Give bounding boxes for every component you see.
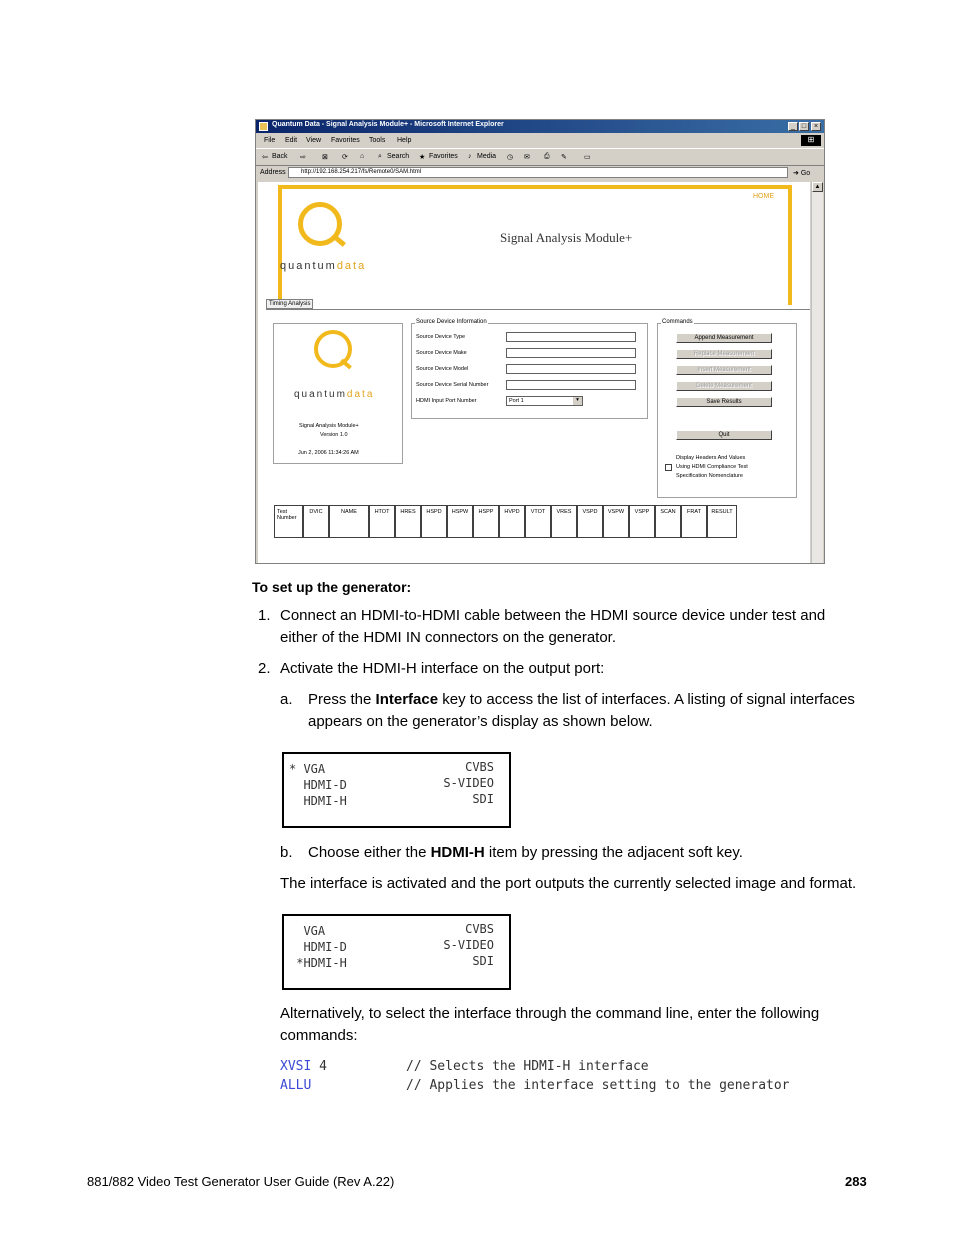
address-bar	[256, 166, 824, 180]
step-1-number: 1.	[258, 607, 271, 624]
delete-measurement-button[interactable]: Delete Measurement	[676, 381, 772, 391]
windows-logo-icon: ⊞	[801, 135, 821, 146]
display-headers-checkbox[interactable]	[665, 464, 672, 471]
back-button[interactable]: Back	[272, 153, 288, 160]
column-header: VSPD	[577, 505, 603, 538]
display-2-left-2: HDMI-D	[289, 940, 347, 954]
code-command: ALLU	[280, 1078, 312, 1093]
source-device-make-input[interactable]	[506, 348, 636, 358]
edit-icon[interactable]: ✎	[561, 154, 567, 161]
menu-view[interactable]: View	[306, 137, 322, 144]
timestamp: Jun 2, 2006 11:34:26 AM	[298, 450, 359, 456]
source-device-type-label: Source Device Type	[416, 334, 466, 340]
step-1-text-line1: Connect an HDMI-to-HDMI cable between the HDMI source device under test and	[280, 607, 826, 624]
display-2-right-2: S-VIDEO	[443, 938, 494, 952]
substep-a-label: a.	[280, 691, 293, 708]
hdmi-port-label: HDMI Input Port Number	[416, 398, 477, 404]
commands-legend: Commands	[662, 319, 693, 325]
checkbox-label-line3: Specification Nomenclature	[676, 473, 743, 479]
home-link[interactable]: HOME	[753, 193, 774, 200]
close-icon[interactable]: ×	[811, 122, 821, 131]
chevron-down-icon[interactable]: ▾	[573, 397, 582, 405]
column-header: HRES	[395, 505, 421, 538]
source-device-make-label: Source Device Make	[416, 350, 467, 356]
step-1-text-line2: either of the HDMI IN connectors on the generator.	[280, 629, 617, 646]
code-line-1	[280, 1059, 327, 1074]
page-title: Signal Analysis Module+	[500, 230, 633, 245]
code-command: XVSI	[280, 1059, 312, 1074]
column-header: VSPW	[603, 505, 629, 538]
tab-divider	[266, 309, 810, 310]
save-results-button[interactable]: Save Results	[676, 397, 772, 407]
hdmi-port-select[interactable]	[506, 396, 583, 406]
alternative-text-line2: commands:	[280, 1027, 358, 1044]
source-device-serial-label: Source Device Serial Number	[416, 382, 489, 388]
column-header: RESULT	[707, 505, 737, 538]
menu-help[interactable]: Help	[397, 137, 412, 144]
column-header: VSPP	[629, 505, 655, 538]
menu-edit[interactable]: Edit	[285, 137, 298, 144]
column-header: VTOT	[525, 505, 551, 538]
column-header: Test Number	[274, 505, 303, 538]
code-argument: 4	[311, 1059, 327, 1074]
alternative-text-line1: Alternatively, to select the interface through the command line, enter the following	[280, 1005, 820, 1022]
source-device-panel	[411, 319, 648, 419]
address-value: http://192.168.254.217/fs/Remote0/SAM.html	[301, 169, 422, 175]
history-icon[interactable]: ◷	[507, 154, 514, 161]
media-button[interactable]: Media	[477, 153, 497, 160]
substep-b-text: Choose either the HDMI-H item by pressing the adjacent soft key.	[308, 844, 743, 861]
minimize-icon[interactable]: _	[788, 122, 798, 131]
stop-icon[interactable]: ⊠	[322, 154, 328, 161]
source-device-legend: Source Device Information	[416, 319, 487, 325]
maximize-icon[interactable]: □	[799, 122, 809, 131]
column-header: FRAT	[681, 505, 707, 538]
column-header: HSPD	[421, 505, 447, 538]
hdmi-h-item-name: HDMI-H	[430, 844, 485, 861]
browser-screenshot	[255, 119, 825, 564]
column-header: DVIC	[303, 505, 329, 538]
step-2-number: 2.	[258, 660, 271, 677]
display-1-right-2: S-VIDEO	[443, 776, 494, 790]
menu-tools[interactable]: Tools	[369, 137, 386, 144]
display-2-left-1: VGA	[289, 924, 326, 938]
display-2-left-3: *HDMI-H	[289, 956, 347, 970]
page-number: 283	[845, 1174, 867, 1189]
source-device-serial-input[interactable]	[506, 380, 636, 390]
ie-icon	[259, 122, 268, 131]
panel-brand-name: quantumdata	[294, 389, 375, 400]
vertical-scrollbar[interactable]	[811, 182, 823, 563]
section-heading: To set up the generator:	[252, 579, 412, 595]
address-label: Address	[260, 169, 286, 176]
commands-panel	[657, 319, 797, 498]
generator-display-2	[282, 914, 511, 990]
discuss-icon[interactable]: ▭	[584, 154, 591, 161]
step-2-text: Activate the HDMI-H interface on the output port:	[280, 660, 605, 677]
refresh-icon[interactable]: ⟳	[342, 154, 348, 161]
source-device-model-label: Source Device Model	[416, 366, 469, 372]
substep-b-label: b.	[280, 844, 293, 861]
footer-title: 881/882 Video Test Generator User Guide (Rev A.22)	[87, 1174, 395, 1189]
search-icon[interactable]: ⌕	[378, 153, 382, 160]
insert-measurement-button[interactable]: Insert Measurement	[676, 365, 772, 375]
display-1-left-2: HDMI-D	[289, 778, 347, 792]
media-icon[interactable]: ♪	[468, 153, 472, 160]
brand-name: quantumdata	[280, 260, 367, 272]
window-title-bar	[256, 120, 824, 133]
tab-timing-analysis[interactable]: Timing Analysis	[266, 299, 313, 309]
substep-a-line2: appears on the generator’s display as shown below.	[308, 713, 653, 730]
display-1-left-3: HDMI-H	[289, 794, 347, 808]
source-device-type-input[interactable]	[506, 332, 636, 342]
display-1-left-1: * VGA	[289, 762, 326, 776]
home-icon[interactable]: ⌂	[360, 153, 365, 160]
toolbar	[256, 148, 824, 166]
window-title: Quantum Data - Signal Analysis Module+ - Microsoft Internet Explorer	[272, 121, 504, 128]
favorites-icon[interactable]: ★	[419, 154, 426, 161]
display-1-right-1: CVBS	[465, 760, 494, 774]
go-button[interactable]: ➜ Go	[793, 170, 811, 177]
code-comment-1: // Selects the HDMI-H interface	[406, 1059, 649, 1074]
checkbox-label-line2: Using HDMI Compliance Test	[676, 464, 748, 470]
forward-arrow-icon[interactable]: ⇨	[300, 154, 306, 161]
browser-viewport	[258, 182, 810, 563]
display-1-right-3: SDI	[472, 792, 494, 806]
menu-file[interactable]: File	[264, 137, 276, 144]
append-measurement-button[interactable]: Append Measurement	[676, 333, 772, 343]
search-button[interactable]: Search	[387, 153, 410, 160]
favorites-button[interactable]: Favorites	[429, 153, 458, 160]
print-icon[interactable]: ⎙	[544, 153, 550, 160]
interface-key-name: Interface	[375, 691, 439, 708]
display-2-right-3: SDI	[472, 954, 494, 968]
product-name: Signal Analysis Module+	[299, 423, 359, 429]
activated-text: The interface is activated and the port outputs the currently selected image and format.	[280, 875, 857, 892]
column-header: HSPW	[447, 505, 473, 538]
scroll-up-icon[interactable]: ▲	[812, 182, 823, 192]
quit-button[interactable]: Quit	[676, 430, 772, 440]
column-header: HTOT	[369, 505, 395, 538]
substep-a-line1: Press the Interface key to access the list of interfaces. A listing of signal interfaces	[308, 691, 855, 708]
column-header: HVPD	[499, 505, 525, 538]
generator-display-1	[282, 752, 511, 828]
menu-bar	[256, 134, 824, 147]
product-version: Version 1.0	[320, 432, 348, 438]
mail-icon[interactable]: ✉	[524, 154, 530, 161]
back-arrow-icon[interactable]: ⇦	[262, 154, 268, 161]
code-comment-2: // Applies the interface setting to the generator	[406, 1078, 790, 1093]
display-2-right-1: CVBS	[465, 922, 494, 936]
info-panel	[273, 323, 403, 464]
column-header: HSPP	[473, 505, 499, 538]
code-line-2	[280, 1078, 311, 1093]
checkbox-label-line1: Display Headers And Values	[676, 455, 746, 461]
hdmi-port-value: Port 1	[509, 398, 524, 404]
column-header: VRES	[551, 505, 577, 538]
source-device-model-input[interactable]	[506, 364, 636, 374]
column-header: NAME	[329, 505, 369, 538]
replace-measurement-button[interactable]: Replace Measurement	[676, 349, 772, 359]
menu-favorites[interactable]: Favorites	[331, 137, 360, 144]
address-input[interactable]	[288, 167, 788, 178]
column-header: SCAN	[655, 505, 681, 538]
